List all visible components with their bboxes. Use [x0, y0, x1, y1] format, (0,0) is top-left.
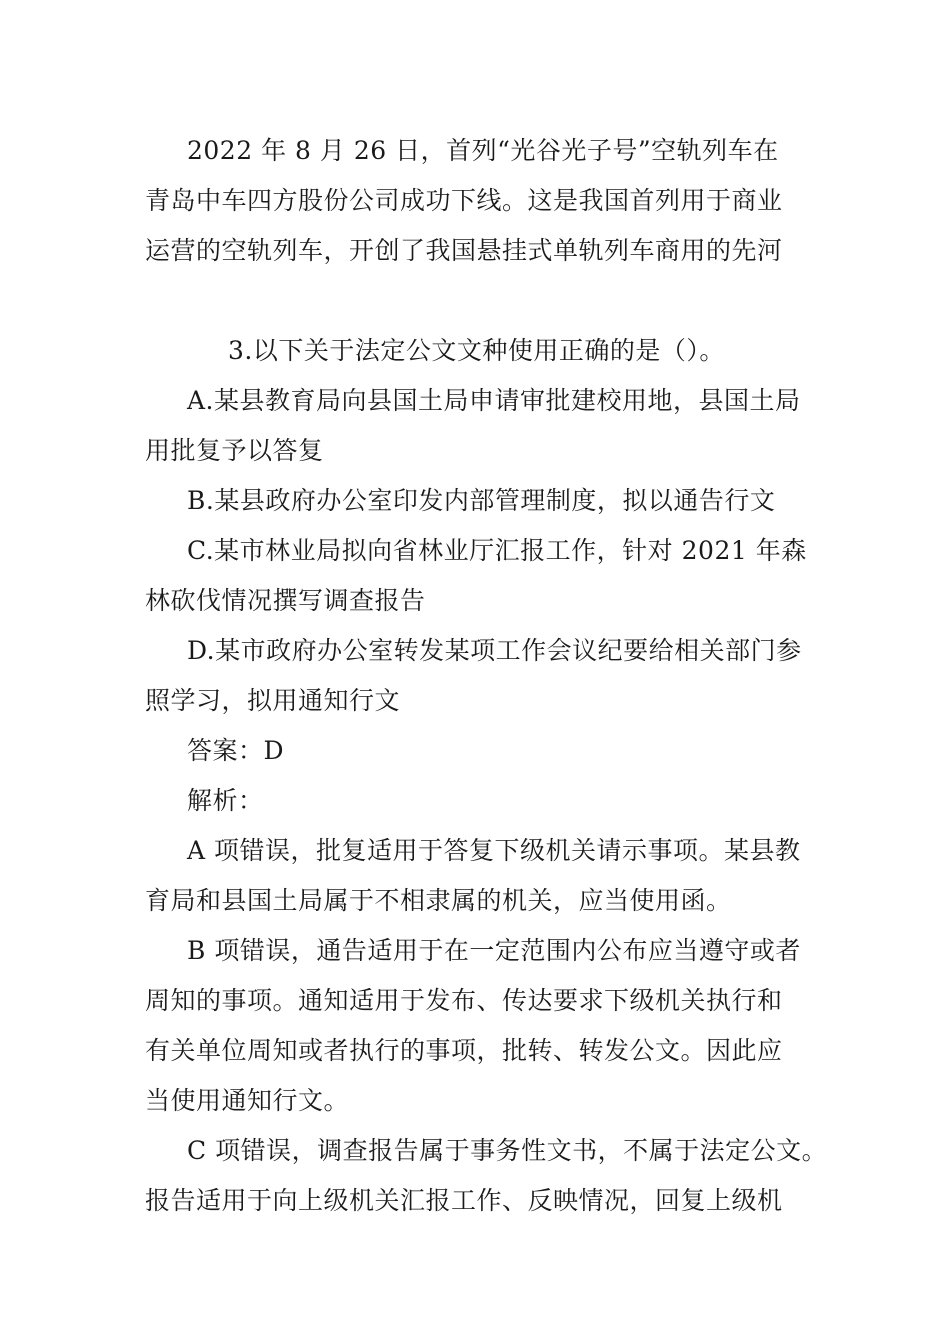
analysis-label: 解析：: [187, 786, 264, 815]
option-d-line-1: D.某市政府办公室转发某项工作会议纪要给相关部门参: [187, 636, 802, 665]
intro-line-2: 青岛中车四方股份公司成功下线。这是我国首列用于商业: [145, 186, 783, 215]
option-a-line-1: A.某县教育局向县国土局申请审批建校用地，县国土局: [187, 386, 801, 415]
question-stem: 3.以下关于法定公文文种使用正确的是（）。: [228, 336, 725, 365]
option-c-line-2: 林砍伐情况撰写调查报告: [145, 586, 426, 615]
intro-line-3: 运营的空轨列车，开创了我国悬挂式单轨列车商用的先河: [145, 236, 783, 265]
analysis-c-line-2: 报告适用于向上级机关汇报工作、反映情况，回复上级机: [145, 1186, 783, 1215]
analysis-b-line-2: 周知的事项。通知适用于发布、传达要求下级机关执行和: [145, 986, 783, 1015]
option-d-line-2: 照学习，拟用通知行文: [145, 686, 401, 715]
analysis-b-line-4: 当使用通知行文。: [145, 1086, 350, 1115]
intro-line-1: 2022 年 8 月 26 日，首列“光谷光子号”空轨列车在: [187, 136, 779, 165]
analysis-a-line-2: 育局和县国土局属于不相隶属的机关，应当使用函。: [145, 886, 732, 915]
answer-line: 答案：D: [187, 736, 285, 765]
analysis-c-line-1: C 项错误，调查报告属于事务性文书，不属于法定公文。: [187, 1136, 828, 1165]
option-a-line-2: 用批复予以答复: [145, 436, 324, 465]
option-c-line-1: C.某市林业局拟向省林业厅汇报工作，针对 2021 年森: [187, 536, 807, 565]
option-b-line-1: B.某县政府办公室印发内部管理制度，拟以通告行文: [187, 486, 776, 515]
analysis-b-line-3: 有关单位周知或者执行的事项，批转、转发公文。因此应: [145, 1036, 783, 1065]
analysis-b-line-1: B 项错误，通告适用于在一定范围内公布应当遵守或者: [187, 936, 801, 965]
analysis-a-line-1: A 项错误，批复适用于答复下级机关请示事项。某县教: [187, 836, 801, 865]
